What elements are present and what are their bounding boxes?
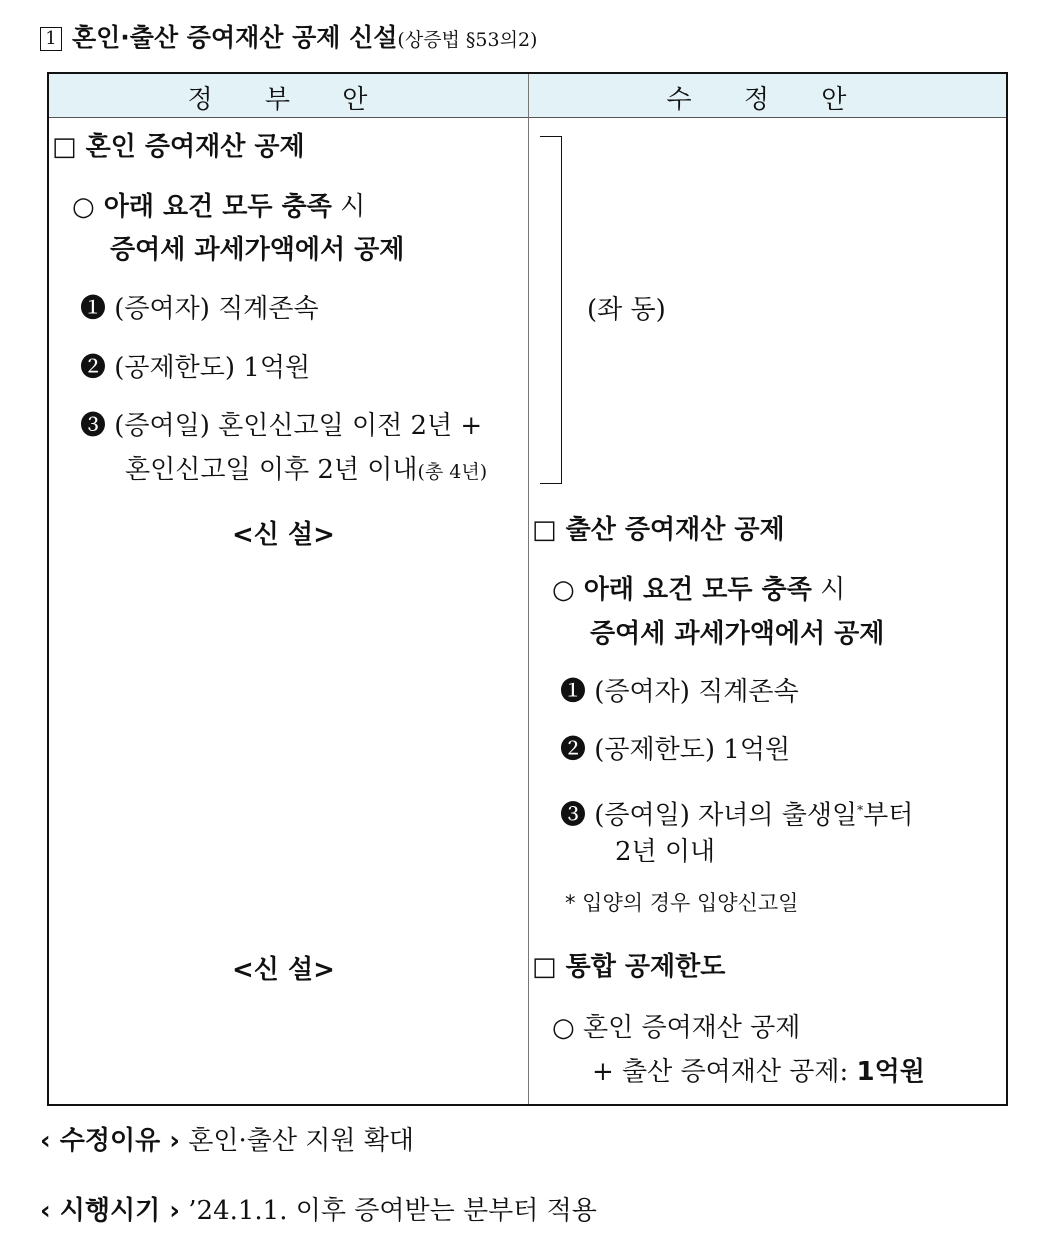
left-new-label-2: <신 설> (232, 955, 335, 985)
left-item-3: ❸ (증여일) 혼인신고일 이전 2년 + (80, 411, 483, 441)
left-item-2: ❷ (공제한도) 1억원 (80, 353, 311, 383)
left-section-title: □ 혼인 증여재산 공제 (52, 132, 305, 162)
footer-effective-date: ‹ 시행시기 › ’24.1.1. 이후 증여받는 분부터 적용 (40, 1196, 597, 1226)
column-divider (528, 74, 529, 1104)
left-condition-line2: 증여세 과세가액에서 공제 (110, 235, 405, 265)
left-item-3-line2: 혼인신고일 이후 2년 이내(총 4년) (125, 455, 488, 485)
comparison-table (47, 72, 1008, 1106)
right-condition-line2: 증여세 과세가액에서 공제 (590, 619, 885, 649)
right-footnote: * 입양의 경우 입양신고일 (565, 891, 799, 915)
left-new-label-1: <신 설> (232, 520, 335, 550)
right-item-2: ❷ (공제한도) 1억원 (560, 735, 791, 765)
right-total-line2: + 출산 증여재산 공제: 1억원 (592, 1057, 925, 1087)
header-government-proposal: 정 부 안 (187, 85, 390, 115)
right-item-1: ❶ (증여자) 직계존속 (560, 677, 799, 707)
right-item-3-line2: 2년 이내 (615, 837, 716, 867)
left-condition-line1: ○ 아래 요건 모두 충족 시 (72, 192, 366, 222)
section-title (40, 22, 537, 56)
same-as-left-bracket (540, 136, 562, 484)
title-main: 혼인·출산 증여재산 공제 신설 (72, 23, 398, 52)
right-section-birth: □ 출산 증여재산 공제 (532, 515, 785, 545)
section-number: 1 (40, 27, 62, 51)
title-ref: (상증법 §53의2) (397, 29, 538, 51)
right-same-as-left: (좌 동) (587, 295, 666, 325)
left-item-1: ❶ (증여자) 직계존속 (80, 294, 319, 324)
right-item-3: ❸ (증여일) 자녀의 출생일*부터 (560, 800, 914, 831)
header-amended-proposal: 수 정 안 (666, 85, 869, 115)
footer-reason: ‹ 수정이유 › 혼인·출산 지원 확대 (40, 1126, 414, 1156)
right-condition-line1: ○ 아래 요건 모두 충족 시 (552, 575, 846, 605)
right-total-line1: ○ 혼인 증여재산 공제 (552, 1013, 801, 1043)
right-section-combined-limit: □ 통합 공제한도 (532, 952, 726, 982)
